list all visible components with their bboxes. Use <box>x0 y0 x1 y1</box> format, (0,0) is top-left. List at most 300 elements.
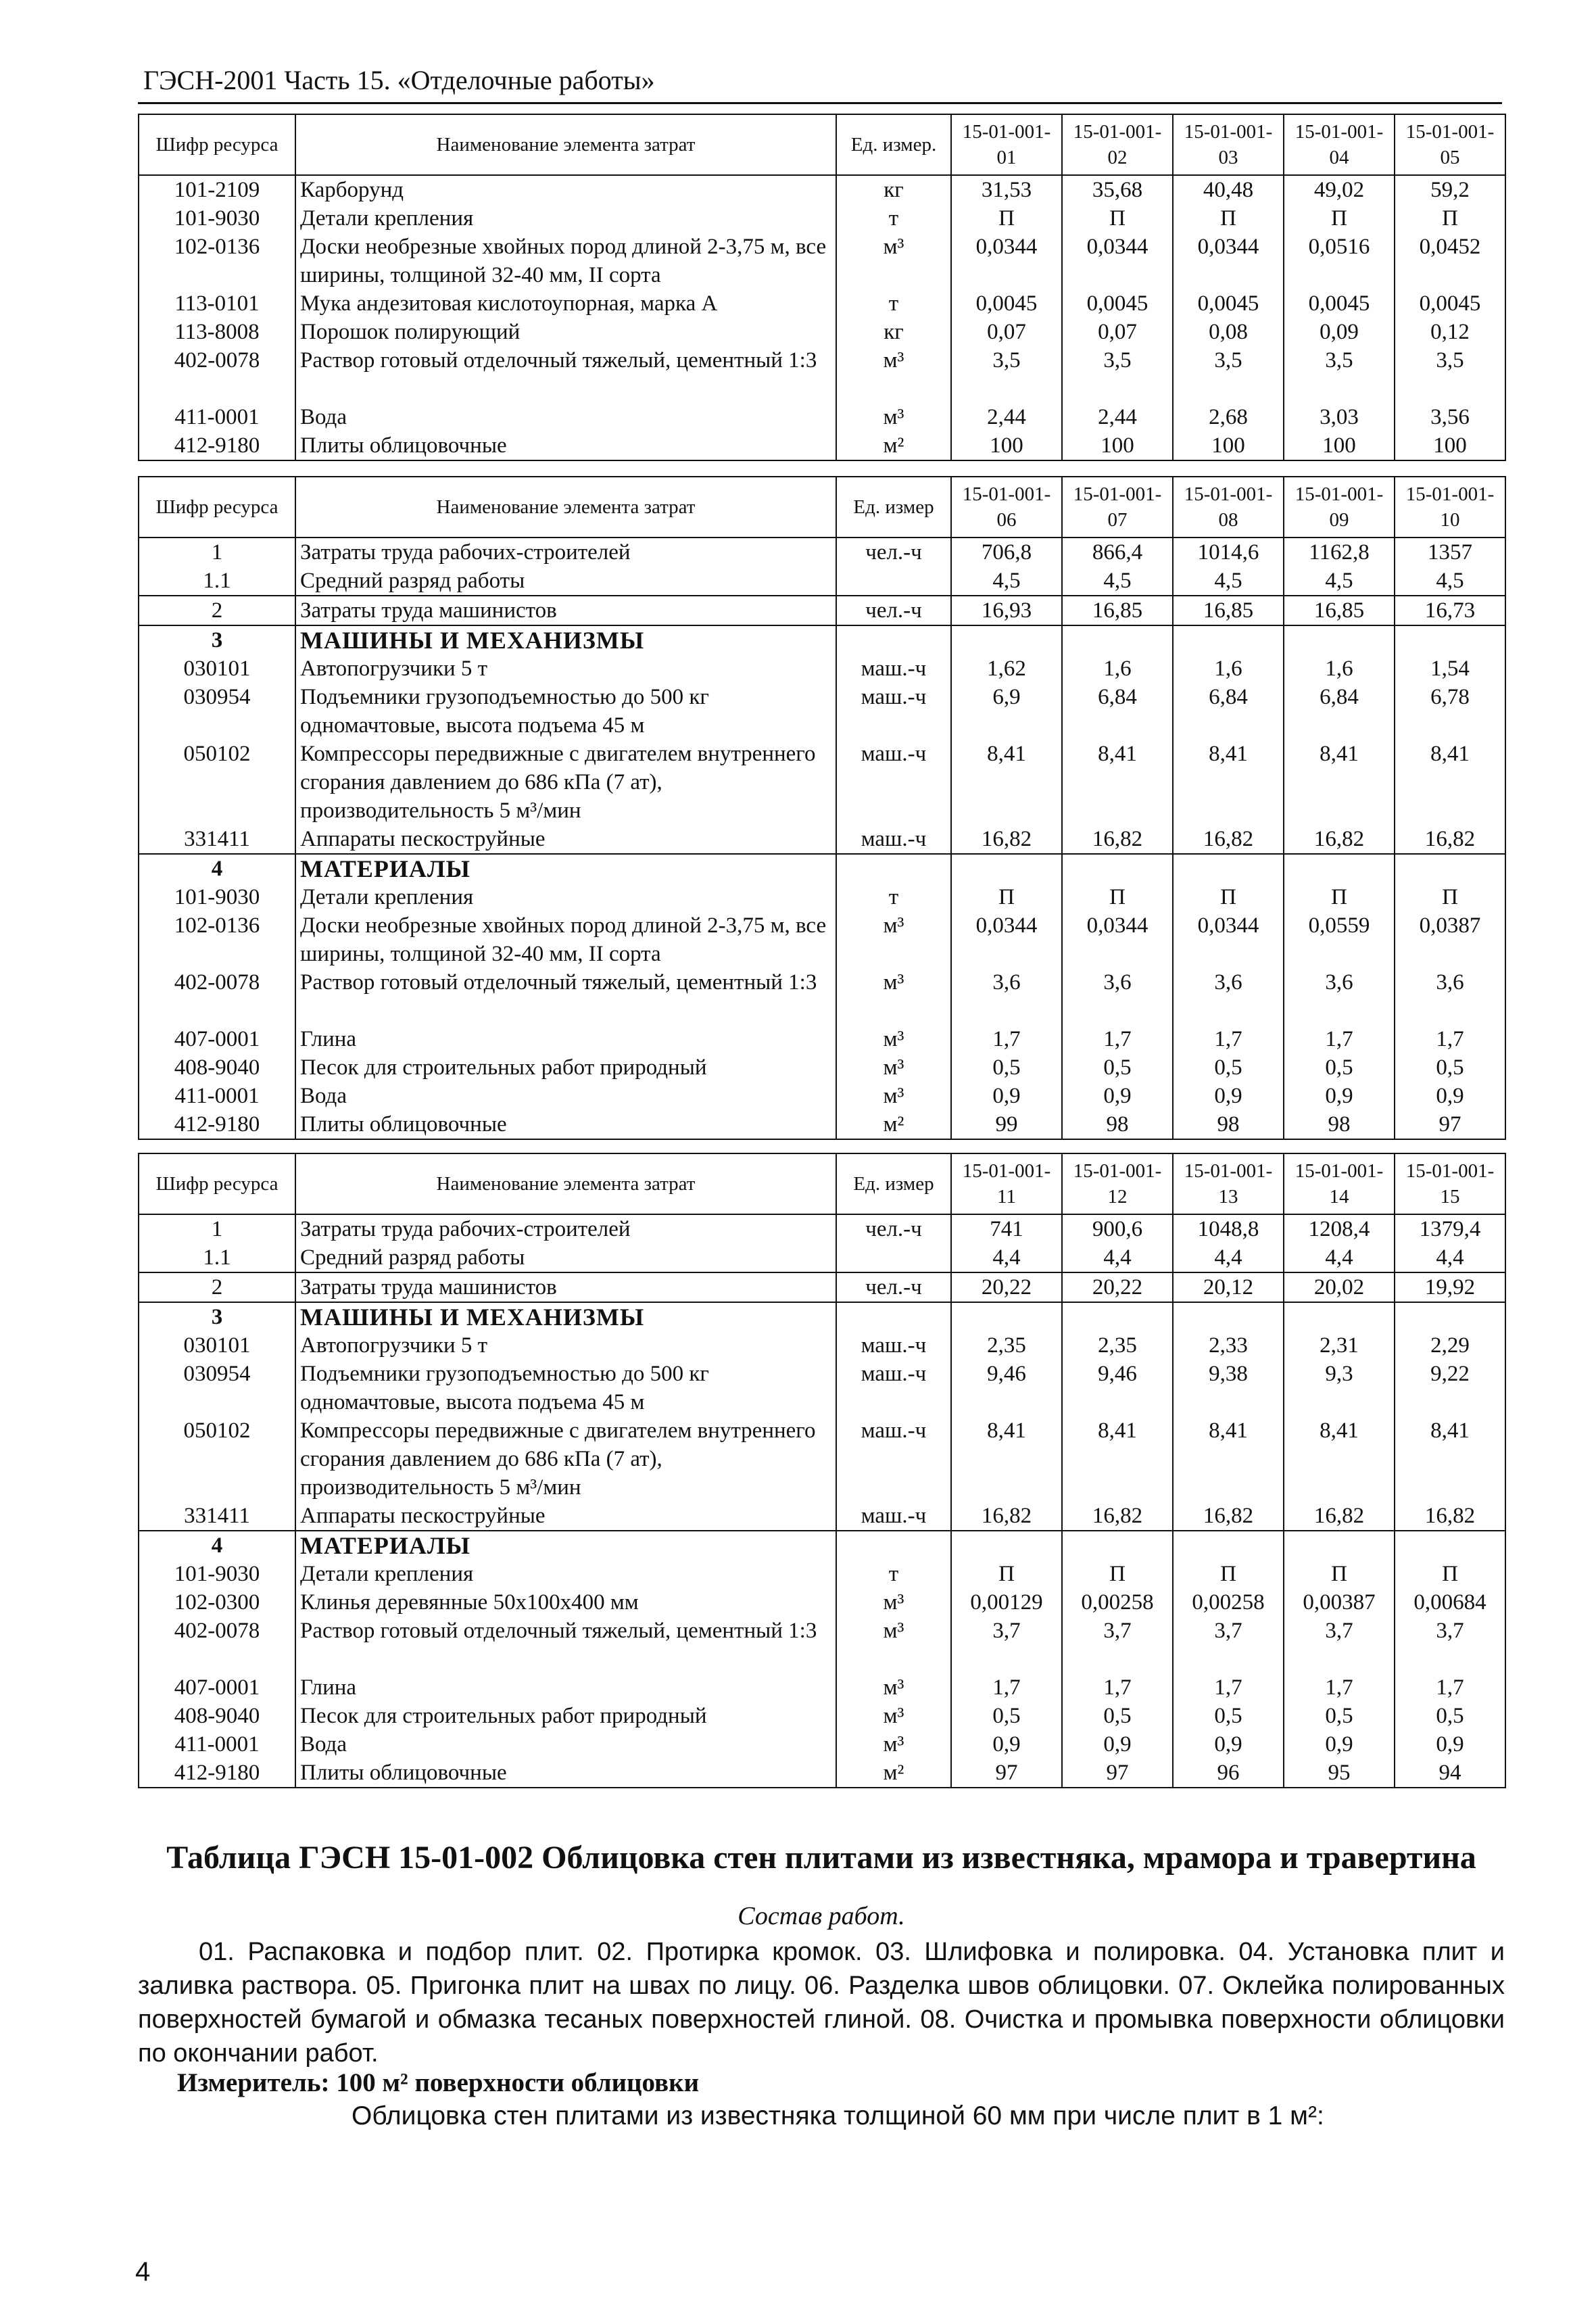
table-row <box>139 1243 1505 1272</box>
norm-value: 0,0452 <box>1395 233 1505 289</box>
resource-code: 408-9040 <box>139 1702 295 1730</box>
resource-code: 402-0078 <box>139 346 295 403</box>
resource-code: 408-9040 <box>139 1053 295 1082</box>
norm-value: 0,00258 <box>1062 1588 1173 1617</box>
norm-value: 3,5 <box>1062 346 1173 403</box>
norm-value: 8,41 <box>1173 1416 1284 1502</box>
resource-code: 331411 <box>139 825 295 854</box>
norm-value: 0,0559 <box>1284 911 1395 968</box>
norm-value: 20,02 <box>1284 1272 1395 1302</box>
cost-element-name: Аппараты пескоструйные <box>295 825 836 854</box>
resource-code: 030101 <box>139 654 295 683</box>
norm-value: 20,22 <box>1062 1272 1173 1302</box>
norm-value: 100 <box>1395 431 1505 460</box>
norm-code-header: 15-01-001-07 <box>1062 477 1173 538</box>
norm-value: 1,6 <box>1284 654 1395 683</box>
norm-value: 0,12 <box>1395 318 1505 346</box>
cost-element-name: Клинья деревянные 50х100х400 мм <box>295 1588 836 1617</box>
resource-code: 2 <box>139 1272 295 1302</box>
norm-value: 98 <box>1062 1110 1173 1139</box>
resource-code: 331411 <box>139 1502 295 1531</box>
norm-value: 1,54 <box>1395 654 1505 683</box>
norm-value <box>1062 1531 1173 1560</box>
norm-value: 0,5 <box>1395 1702 1505 1730</box>
norm-value: 9,3 <box>1284 1360 1395 1416</box>
norm-value: 0,5 <box>1173 1702 1284 1730</box>
section-row <box>139 854 1505 883</box>
resource-code: 030954 <box>139 683 295 740</box>
norm-value <box>951 1531 1062 1560</box>
norm-code-header: 15-01-001-04 <box>1284 114 1395 175</box>
column-header: Шифр ресурса <box>139 114 295 175</box>
table-row <box>139 683 1505 740</box>
unit-of-measure: м³ <box>836 346 951 403</box>
table-row <box>139 403 1505 431</box>
cost-element-name: Раствор готовый отделочный тяжелый, цементный 1:3 <box>295 968 836 1025</box>
norm-value: 3,56 <box>1395 403 1505 431</box>
norm-value: П <box>1062 1560 1173 1588</box>
norm-value: 100 <box>1284 431 1395 460</box>
norm-value <box>1062 625 1173 654</box>
unit-of-measure <box>836 625 951 654</box>
norm-value: 4,4 <box>1284 1243 1395 1272</box>
table-row <box>139 1082 1505 1110</box>
resource-code: 412-9180 <box>139 1110 295 1139</box>
unit-of-measure: м³ <box>836 1617 951 1673</box>
norm-value: 8,41 <box>951 1416 1062 1502</box>
norm-value: П <box>1284 883 1395 911</box>
resource-code: 030954 <box>139 1360 295 1416</box>
unit-of-measure: м³ <box>836 1730 951 1759</box>
cost-element-name: Детали крепления <box>295 1560 836 1588</box>
cost-element-name: Детали крепления <box>295 883 836 911</box>
resource-code: 411-0001 <box>139 403 295 431</box>
norm-value: 97 <box>951 1759 1062 1788</box>
column-header: Шифр ресурса <box>139 477 295 538</box>
cost-element-name: Автопогрузчики 5 т <box>295 1331 836 1360</box>
norm-value: 3,6 <box>951 968 1062 1025</box>
norm-value: 0,0045 <box>1173 289 1284 318</box>
norm-value: 35,68 <box>1062 175 1173 204</box>
norm-value: 4,5 <box>1284 567 1395 596</box>
resource-table-1 <box>138 114 1506 461</box>
norm-value: 16,82 <box>1395 825 1505 854</box>
table-row <box>139 1617 1505 1673</box>
norm-value <box>1284 1302 1395 1331</box>
norm-value: 98 <box>1284 1110 1395 1139</box>
norm-value: 0,9 <box>1284 1082 1395 1110</box>
norm-value: 9,38 <box>1173 1360 1284 1416</box>
table-row <box>139 1110 1505 1139</box>
cost-element-name: Мука андезитовая кислотоупорная, марка А <box>295 289 836 318</box>
norm-value: 741 <box>951 1214 1062 1243</box>
norm-value: П <box>951 883 1062 911</box>
meter-line: Измеритель: 100 м² поверхности облицовки <box>177 2068 700 2097</box>
norm-value: 1,7 <box>1284 1025 1395 1053</box>
unit-of-measure: чел.-ч <box>836 1272 951 1302</box>
norm-value <box>1284 625 1395 654</box>
cost-element-name: Аппараты пескоструйные <box>295 1502 836 1531</box>
norm-value: П <box>1395 1560 1505 1588</box>
unit-of-measure: м³ <box>836 1673 951 1702</box>
norm-value <box>1173 1531 1284 1560</box>
cost-element-name: Песок для строительных работ природный <box>295 1053 836 1082</box>
unit-of-measure: м³ <box>836 403 951 431</box>
norm-value <box>1173 1302 1284 1331</box>
norm-value: 1,7 <box>1062 1025 1173 1053</box>
resource-code: 4 <box>139 1531 295 1560</box>
norm-value: 16,85 <box>1284 596 1395 625</box>
cost-element-name: Компрессоры передвижные с двигателем внутреннего сгорания давлением до 686 кПа (7 ат), производительность 5 м³/мин <box>295 740 836 825</box>
table-row <box>139 911 1505 968</box>
norm-value: 1,6 <box>1173 654 1284 683</box>
work-composition-text: 01. Распаковка и подбор плит. 02. Протирка кромок. 03. Шлифовка и полировка. 04. Установка плит и заливка раствора. 05. Пригонка плит на швах по лицу. 06. Разделка швов облицовки. 07. Оклейка полированных поверхностей бумагой и обмазка тесаных поверхностей глиной. 08. Очистка и промывка поверхности облицовки по окончании работ. <box>138 1938 1505 2068</box>
unit-of-measure: маш.-ч <box>836 740 951 825</box>
unit-of-measure: чел.-ч <box>836 596 951 625</box>
norm-code-header: 15-01-001-06 <box>951 477 1062 538</box>
resource-code: 1.1 <box>139 1243 295 1272</box>
norm-value: 4,4 <box>1173 1243 1284 1272</box>
unit-of-measure: т <box>836 289 951 318</box>
table-row <box>139 1360 1505 1416</box>
table-row <box>139 538 1505 567</box>
norm-value: 94 <box>1395 1759 1505 1788</box>
norm-value: 0,0045 <box>1062 289 1173 318</box>
norm-value: 0,00684 <box>1395 1588 1505 1617</box>
table-header-row <box>139 114 1505 175</box>
norm-value: 100 <box>1062 431 1173 460</box>
norm-value: 4,5 <box>1173 567 1284 596</box>
table-row <box>139 233 1505 289</box>
column-header: Наименование элемента затрат <box>295 477 836 538</box>
norm-value: 1162,8 <box>1284 538 1395 567</box>
column-header: Наименование элемента затрат <box>295 1153 836 1214</box>
cost-element-name: Раствор готовый отделочный тяжелый, цементный 1:3 <box>295 346 836 403</box>
norm-value: 31,53 <box>951 175 1062 204</box>
norm-value: 99 <box>951 1110 1062 1139</box>
table-row <box>139 318 1505 346</box>
cost-element-name: Доски необрезные хвойных пород длиной 2-3,75 м, все ширины, толщиной 32-40 мм, II сорта <box>295 233 836 289</box>
norm-value: 8,41 <box>1395 740 1505 825</box>
table-title: Таблица ГЭСН 15-01-002 Облицовка стен плитами из известняка, мрамора и травертина <box>166 1840 1476 1876</box>
norm-value: 3,7 <box>1395 1617 1505 1673</box>
norm-value: 8,41 <box>1284 740 1395 825</box>
unit-of-measure: м² <box>836 431 951 460</box>
norm-value: 8,41 <box>1284 1416 1395 1502</box>
norm-value: 0,9 <box>1395 1082 1505 1110</box>
norm-code-header: 15-01-001-11 <box>951 1153 1062 1214</box>
norm-value: 0,5 <box>951 1053 1062 1082</box>
table-header-row <box>139 477 1505 538</box>
unit-of-measure: маш.-ч <box>836 825 951 854</box>
resource-code: 1 <box>139 538 295 567</box>
table-row <box>139 1759 1505 1788</box>
cost-element-name: Затраты труда рабочих-строителей <box>295 1214 836 1243</box>
unit-of-measure: м³ <box>836 1082 951 1110</box>
page-number: 4 <box>135 2257 151 2287</box>
unit-of-measure: чел.-ч <box>836 1214 951 1243</box>
norm-value: 6,78 <box>1395 683 1505 740</box>
norm-value: 9,22 <box>1395 1360 1505 1416</box>
norm-value <box>1395 625 1505 654</box>
norm-value: 97 <box>1395 1110 1505 1139</box>
norm-value: 4,4 <box>951 1243 1062 1272</box>
table-row <box>139 175 1505 204</box>
norm-value: 0,9 <box>1284 1730 1395 1759</box>
cost-element-name: Песок для строительных работ природный <box>295 1702 836 1730</box>
unit-of-measure <box>836 1302 951 1331</box>
norm-value: 3,5 <box>1284 346 1395 403</box>
resource-code: 101-2109 <box>139 175 295 204</box>
norm-value: 6,84 <box>1173 683 1284 740</box>
unit-of-measure: м³ <box>836 968 951 1025</box>
resource-code: 102-0300 <box>139 1588 295 1617</box>
column-header: Шифр ресурса <box>139 1153 295 1214</box>
table-row <box>139 1702 1505 1730</box>
table-row <box>139 1053 1505 1082</box>
norm-value: 9,46 <box>1062 1360 1173 1416</box>
norm-value: 2,29 <box>1395 1331 1505 1360</box>
norm-value: 3,6 <box>1173 968 1284 1025</box>
norm-value: 3,7 <box>1284 1617 1395 1673</box>
norm-value: 3,7 <box>1173 1617 1284 1673</box>
cost-element-name: Вода <box>295 1730 836 1759</box>
norm-value: 0,9 <box>1062 1730 1173 1759</box>
norm-value: 2,44 <box>1062 403 1173 431</box>
work-composition-subtitle: Состав работ. <box>737 1902 905 1930</box>
norm-value: 1379,4 <box>1395 1214 1505 1243</box>
norm-value: 1,7 <box>1173 1673 1284 1702</box>
resource-code: 407-0001 <box>139 1025 295 1053</box>
norm-value: 1048,8 <box>1173 1214 1284 1243</box>
norm-value: 3,6 <box>1395 968 1505 1025</box>
norm-value: 16,73 <box>1395 596 1505 625</box>
norm-value: 95 <box>1284 1759 1395 1788</box>
norm-value: П <box>1173 1560 1284 1588</box>
norm-value: 0,9 <box>951 1730 1062 1759</box>
norm-value: 4,5 <box>951 567 1062 596</box>
cost-element-name: Карборунд <box>295 175 836 204</box>
table-row <box>139 346 1505 403</box>
norm-value: 96 <box>1173 1759 1284 1788</box>
cost-element-name: Детали крепления <box>295 204 836 233</box>
norm-value: 4,4 <box>1395 1243 1505 1272</box>
norm-value: 0,9 <box>1173 1082 1284 1110</box>
resource-code: 412-9180 <box>139 431 295 460</box>
norm-value: 16,82 <box>1062 1502 1173 1531</box>
norm-value: 0,00258 <box>1173 1588 1284 1617</box>
norm-value: 0,0045 <box>1284 289 1395 318</box>
unit-of-measure: м³ <box>836 1702 951 1730</box>
norm-value: 40,48 <box>1173 175 1284 204</box>
norm-value: П <box>951 1560 1062 1588</box>
cost-element-name: Затраты труда рабочих-строителей <box>295 538 836 567</box>
resource-code: 4 <box>139 854 295 883</box>
resource-code: 3 <box>139 1302 295 1331</box>
norm-value: 1,7 <box>1395 1025 1505 1053</box>
norm-value: 0,07 <box>1062 318 1173 346</box>
table-row <box>139 883 1505 911</box>
norm-value <box>951 1302 1062 1331</box>
norm-value: 0,0344 <box>1173 911 1284 968</box>
section-row <box>139 1531 1505 1560</box>
norm-value: 0,00129 <box>951 1588 1062 1617</box>
norm-value: 16,82 <box>951 825 1062 854</box>
cost-element-name: Средний разряд работы <box>295 1243 836 1272</box>
norm-value: 3,5 <box>1395 346 1505 403</box>
unit-of-measure: м² <box>836 1110 951 1139</box>
norm-value: 0,0045 <box>1395 289 1505 318</box>
norm-value: 16,82 <box>1284 1502 1395 1531</box>
norm-value <box>951 625 1062 654</box>
norm-value: 0,07 <box>951 318 1062 346</box>
norm-value: 16,82 <box>1173 825 1284 854</box>
norm-value: 1,6 <box>1062 654 1173 683</box>
norm-value: 706,8 <box>951 538 1062 567</box>
norm-value: 2,33 <box>1173 1331 1284 1360</box>
table-row <box>139 1272 1505 1302</box>
unit-of-measure: маш.-ч <box>836 1331 951 1360</box>
table-row <box>139 1025 1505 1053</box>
norm-value <box>1284 854 1395 883</box>
cost-element-name: Раствор готовый отделочный тяжелый, цементный 1:3 <box>295 1617 836 1673</box>
norm-value: 100 <box>1173 431 1284 460</box>
norm-value: 4,5 <box>1395 567 1505 596</box>
norm-value: 1,7 <box>951 1025 1062 1053</box>
cost-element-name: Глина <box>295 1025 836 1053</box>
norm-value: 1208,4 <box>1284 1214 1395 1243</box>
table-row <box>139 1673 1505 1702</box>
cost-element-name: МАШИНЫ И МЕХАНИЗМЫ <box>295 1302 836 1331</box>
resource-code: 3 <box>139 625 295 654</box>
norm-value: 100 <box>951 431 1062 460</box>
norm-value: 8,41 <box>951 740 1062 825</box>
table-row <box>139 968 1505 1025</box>
cost-element-name: Плиты облицовочные <box>295 1759 836 1788</box>
norm-value: 16,93 <box>951 596 1062 625</box>
norm-value: 8,41 <box>1395 1416 1505 1502</box>
norm-value: 900,6 <box>1062 1214 1173 1243</box>
norm-value: 9,46 <box>951 1360 1062 1416</box>
column-header: Наименование элемента затрат <box>295 114 836 175</box>
norm-value: 1357 <box>1395 538 1505 567</box>
norm-value: 16,82 <box>1395 1502 1505 1531</box>
resource-code: 402-0078 <box>139 968 295 1025</box>
norm-value: 0,0344 <box>1173 233 1284 289</box>
norm-value: 2,68 <box>1173 403 1284 431</box>
cost-element-name: Автопогрузчики 5 т <box>295 654 836 683</box>
norm-value: 8,41 <box>1062 1416 1173 1502</box>
cost-element-name: Средний разряд работы <box>295 567 836 596</box>
norm-value: 0,09 <box>1284 318 1395 346</box>
unit-of-measure: м² <box>836 1759 951 1788</box>
table-header-row <box>139 1153 1505 1214</box>
norm-value: 8,41 <box>1173 740 1284 825</box>
norm-code-header: 15-01-001-03 <box>1173 114 1284 175</box>
resource-code: 402-0078 <box>139 1617 295 1673</box>
unit-of-measure: т <box>836 1560 951 1588</box>
resource-code: 113-0101 <box>139 289 295 318</box>
norm-value: 3,5 <box>951 346 1062 403</box>
norm-code-header: 15-01-001-14 <box>1284 1153 1395 1214</box>
resource-code: 1.1 <box>139 567 295 596</box>
unit-of-measure: т <box>836 204 951 233</box>
unit-of-measure: м³ <box>836 911 951 968</box>
norm-value: 0,0344 <box>951 911 1062 968</box>
unit-of-measure: маш.-ч <box>836 1360 951 1416</box>
table-row <box>139 596 1505 625</box>
norm-value: 0,9 <box>951 1082 1062 1110</box>
norm-value: 0,9 <box>1062 1082 1173 1110</box>
section-row <box>139 1302 1505 1331</box>
resource-code: 2 <box>139 596 295 625</box>
norm-code-header: 15-01-001-01 <box>951 114 1062 175</box>
resource-code: 101-9030 <box>139 883 295 911</box>
norm-value: 0,5 <box>1173 1053 1284 1082</box>
resource-code: 102-0136 <box>139 911 295 968</box>
norm-value <box>1062 854 1173 883</box>
unit-of-measure: м³ <box>836 233 951 289</box>
resource-code: 102-0136 <box>139 233 295 289</box>
norm-value: 0,5 <box>1062 1053 1173 1082</box>
norm-value: 0,5 <box>1395 1053 1505 1082</box>
column-header: Ед. измер <box>836 1153 951 1214</box>
resource-table-2 <box>138 476 1506 1140</box>
norm-value <box>1395 854 1505 883</box>
norm-value: 0,0045 <box>951 289 1062 318</box>
resource-code: 050102 <box>139 1416 295 1502</box>
norm-value: П <box>1395 204 1505 233</box>
norm-value: 1014,6 <box>1173 538 1284 567</box>
cost-element-name: Плиты облицовочные <box>295 431 836 460</box>
norm-code-header: 15-01-001-10 <box>1395 477 1505 538</box>
norm-code-header: 15-01-001-15 <box>1395 1153 1505 1214</box>
norm-value: 4,4 <box>1062 1243 1173 1272</box>
norm-value: 2,35 <box>951 1331 1062 1360</box>
table-row <box>139 825 1505 854</box>
norm-code-header: 15-01-001-09 <box>1284 477 1395 538</box>
resource-code: 412-9180 <box>139 1759 295 1788</box>
unit-of-measure: м³ <box>836 1588 951 1617</box>
norm-value: 0,0344 <box>951 233 1062 289</box>
unit-of-measure: м³ <box>836 1053 951 1082</box>
norm-code-header: 15-01-001-12 <box>1062 1153 1173 1214</box>
table-row <box>139 1588 1505 1617</box>
norm-value <box>1395 1302 1505 1331</box>
norm-value: 97 <box>1062 1759 1173 1788</box>
cost-element-name: МАТЕРИАЛЫ <box>295 854 836 883</box>
subtable-caption: Облицовка стен плитами из известняка толщиной 60 мм при числе плит в 1 м²: <box>352 2101 1324 2130</box>
resource-code: 407-0001 <box>139 1673 295 1702</box>
table-row <box>139 654 1505 683</box>
table-row <box>139 1730 1505 1759</box>
norm-value: 3,7 <box>951 1617 1062 1673</box>
header-divider <box>138 102 1502 104</box>
norm-value: 16,85 <box>1062 596 1173 625</box>
resource-table-3 <box>138 1153 1506 1788</box>
norm-value: 0,5 <box>951 1702 1062 1730</box>
cost-element-name: Подъемники грузоподъемностью до 500 кг одномачтовые, высота подъема 45 м <box>295 1360 836 1416</box>
unit-of-measure: маш.-ч <box>836 1502 951 1531</box>
norm-value <box>1284 1531 1395 1560</box>
resource-code: 101-9030 <box>139 1560 295 1588</box>
norm-value: 16,82 <box>951 1502 1062 1531</box>
table-row <box>139 1502 1505 1531</box>
norm-value: 1,7 <box>951 1673 1062 1702</box>
norm-value: 1,7 <box>1173 1025 1284 1053</box>
cost-element-name: Затраты труда машинистов <box>295 1272 836 1302</box>
unit-of-measure: маш.-ч <box>836 654 951 683</box>
